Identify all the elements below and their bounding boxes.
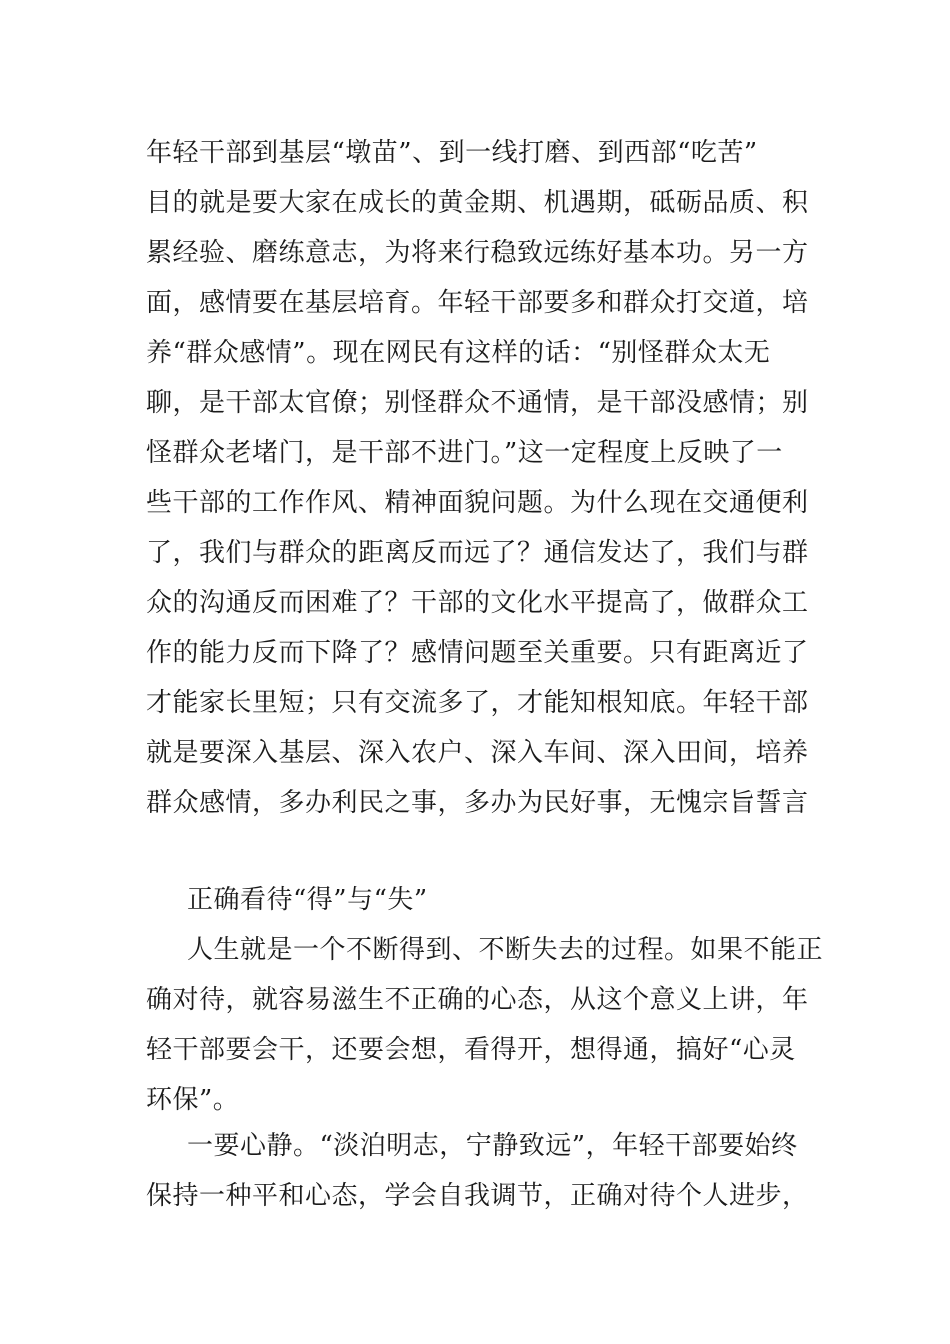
text-line: 就是要深入基层、深入农户、深入车间、深入田间，培养 — [146, 738, 809, 768]
text-line: 了，我们与群众的距离反而远了？通信发达了，我们与群 — [146, 538, 809, 568]
paragraph-1 — [146, 128, 812, 828]
text-line: 确对待，就容易滋生不正确的心态，从这个意义上讲，年 — [146, 985, 809, 1015]
text-line: 聊，是干部太官僚；别怪群众不通情，是干部没感情；别 — [146, 388, 809, 418]
section-heading — [146, 875, 812, 925]
text-line: 目的就是要大家在成长的黄金期、机遇期，砥砺品质、积 — [146, 188, 809, 218]
text-line: 一要心静。“淡泊明志，宁静致远”，年轻干部要始终 — [187, 1131, 798, 1161]
text-line: 人生就是一个不断得到、不断失去的过程。如果不能正 — [187, 935, 824, 965]
paragraph-2 — [146, 925, 824, 1125]
text-line: 养“群众感情”。现在网民有这样的话：“别怪群众太无 — [146, 338, 771, 368]
text-line: 些干部的工作作风、精神面貌问题。为什么现在交通便利 — [146, 488, 809, 518]
text-line: 群众感情，多办利民之事，多办为民好事，无愧宗旨誓言 — [146, 788, 809, 818]
text-line: 作的能力反而下降了？感情问题至关重要。只有距离近了 — [146, 638, 809, 668]
text-line: 累经验、磨练意志，为将来行稳致远练好基本功。另一方 — [146, 238, 809, 268]
heading-text: 正确看待“得”与“失” — [187, 885, 428, 915]
text-line: 环保”。 — [146, 1085, 240, 1115]
text-line: 才能家长里短；只有交流多了，才能知根知底。年轻干部 — [146, 688, 809, 718]
text-line: 保持一种平和心态，学会自我调节，正确对待个人进步， — [146, 1181, 809, 1211]
text-line: 面，感情要在基层培育。年轻干部要多和群众打交道，培 — [146, 288, 809, 318]
text-line: 年轻干部到基层“墩苗”、到一线打磨、到西部“吃苦” — [146, 138, 758, 168]
text-line: 众的沟通反而困难了？干部的文化水平提高了，做群众工 — [146, 588, 809, 618]
text-line: 轻干部要会干，还要会想，看得开，想得通，搞好“心灵 — [146, 1035, 796, 1065]
text-line: 怪群众老堵门，是干部不进门。”这一定程度上反映了一 — [146, 438, 783, 468]
paragraph-3 — [146, 1121, 812, 1221]
